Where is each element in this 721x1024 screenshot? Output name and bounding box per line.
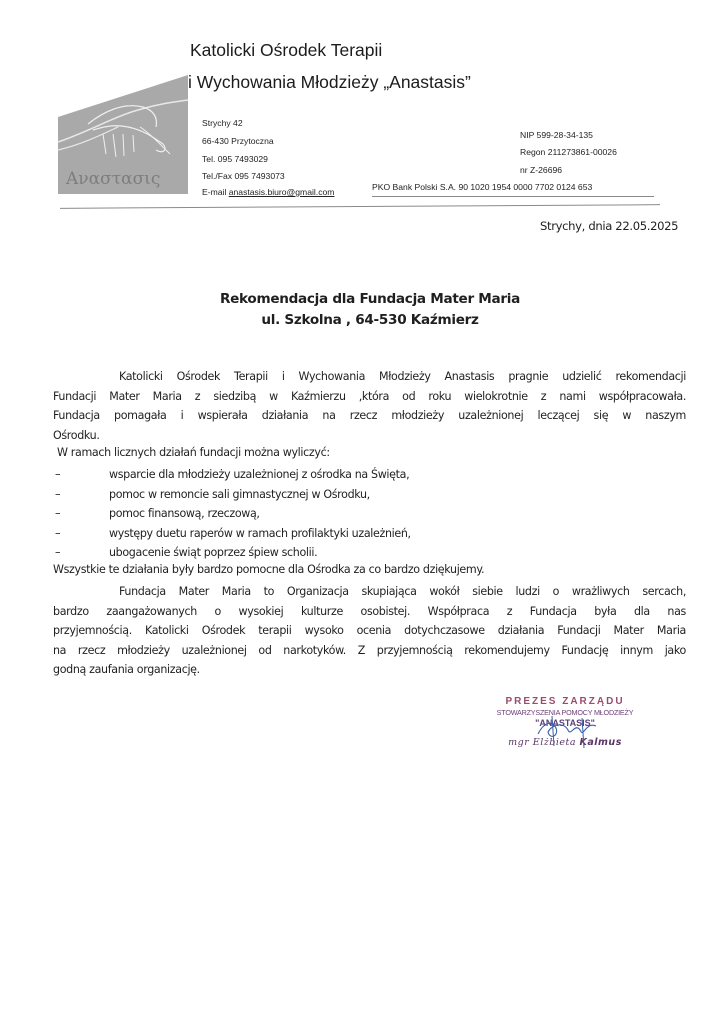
stamp-association: STOWARZYSZENIA POMOCY MŁODZIEŻY	[496, 708, 634, 717]
list-item-text: ubogacenie świąt poprzez śpiew scholii.	[109, 546, 318, 560]
signatory-surname: Kalmus	[579, 737, 622, 748]
signatory-prefix: mgr Elżbieta	[508, 737, 580, 748]
handwritten-signature	[530, 712, 610, 752]
list-item-text: pomoc w remoncie sali gimnastycznej w Ośrodku,	[109, 487, 370, 501]
para1-line: Fundacja pomagała i wspierała działania na rzecz młodzieży uzależnionej leczącej się w naszym	[53, 409, 686, 423]
para2-line: bardzo zaangażowanych o wysokiej kulturze osobistej. Współpraca z Fundacja była dla nas	[53, 604, 686, 618]
registry-nip: NIP 599-28-34-135	[520, 130, 593, 140]
list-item	[55, 465, 411, 485]
address-email-row	[202, 187, 334, 197]
para1-line: Fundacji Mater Maria z siedzibą w Kaźmierzu ,która od roku wielokrotnie z nami współpracowała.	[53, 389, 686, 403]
svg-text:Αναστασις: Αναστασις	[66, 169, 161, 189]
document-title	[160, 289, 580, 331]
org-logo	[58, 72, 188, 194]
para1-line: Ośrodku.	[53, 428, 100, 442]
list-item-text: występy duetu raperów w ramach profilaktyki uzależnień,	[109, 526, 411, 540]
address-telfax: Tel./Fax 095 7493073	[202, 171, 285, 181]
stamp-org: "ANASTASIS"	[535, 718, 595, 728]
date-line: Strychy, dnia 22.05.2025	[540, 219, 679, 233]
registry-bank: PKO Bank Polski S.A. 90 1020 1954 0000 7702 0124 653	[372, 182, 593, 192]
list-item	[55, 485, 411, 505]
address-tel: Tel. 095 7493029	[202, 154, 268, 164]
list-item	[55, 524, 411, 544]
list-item	[55, 543, 411, 563]
org-name-line1: Katolicki Ośrodek Terapii	[190, 40, 383, 60]
registry-nr: nr Z-26696	[520, 165, 563, 175]
paragraph-closing	[53, 582, 686, 680]
header-rule-upper	[372, 196, 654, 197]
list-item	[55, 504, 411, 524]
para2-line: na rzecz młodzieży uzależnionej od narkotyków. Z przyjemnością rekomendujemy Fundację innym jako	[53, 643, 686, 657]
list-bullet: –	[55, 526, 61, 540]
list-intro: W ramach licznych działań fundacji można wyliczyć:	[57, 446, 330, 459]
title-line1: Rekomendacja dla Fundacja Mater Maria	[219, 291, 521, 307]
registry-regon: Regon 211273861-00026	[520, 147, 617, 157]
paragraph-intro	[53, 367, 686, 445]
activities-list	[55, 465, 411, 563]
email-link[interactable]: anastasis.biuro@gmail.com	[228, 187, 335, 197]
list-bullet: –	[55, 487, 61, 501]
title-line2: ul. Szkolna , 64-530 Kaźmierz	[261, 312, 479, 328]
header-divider	[60, 204, 660, 209]
org-name-line2: i Wychowania Młodzieży „Anastasis”	[188, 72, 471, 92]
stamp-title: PREZES ZARZĄDU	[505, 696, 625, 707]
list-item-text: pomoc finansową, rzeczową,	[109, 507, 260, 521]
para2-line: Fundacja Mater Maria to Organizacja skupiająca wokół siebie ludzi o wrażliwych sercach,	[119, 585, 686, 598]
list-item-text: wsparcie dla młodzieży uzależnionej z ośrodka na Święta,	[109, 468, 410, 481]
list-bullet: –	[55, 468, 61, 481]
thanks-line: Wszystkie te działania były bardzo pomocne dla Ośrodka za co bardzo dziękujemy.	[53, 563, 485, 576]
para2-line: przyjemnością. Katolicki Ośrodek terapii wysoko ocenia dotychczasowe działania Fundacji Mater Maria	[53, 624, 686, 638]
handshake-icon	[58, 72, 188, 194]
list-bullet: –	[55, 507, 61, 521]
para1-line: Katolicki Ośrodek Terapii i Wychowania Młodzieży Anastasis pragnie udzielić rekomendacji	[119, 370, 686, 383]
email-label: E-mail	[202, 187, 229, 197]
address-postal: 66-430 Przytoczna	[202, 136, 274, 146]
address-street: Strychy 42	[202, 118, 243, 128]
list-bullet: –	[55, 546, 61, 560]
para2-line: godną zaufania organizację.	[53, 663, 200, 677]
